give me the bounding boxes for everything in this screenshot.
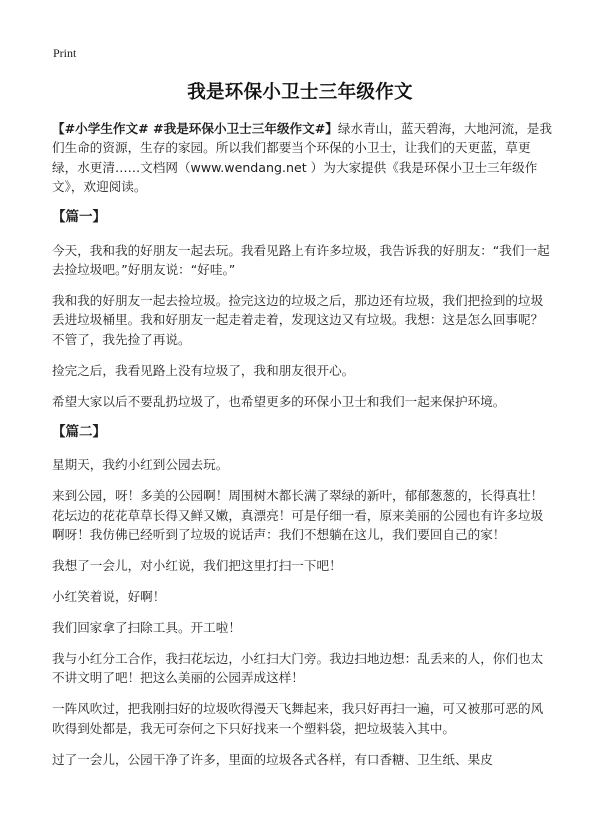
paragraph: 捡完之后，我看见路上没有垃圾了，我和朋友很开心。 (52, 362, 355, 378)
paragraph: 我和我的好朋友一起去捡垃圾。捡完这边的垃圾之后，那边还有垃圾，我们把捡到的垃圾丢进垃圾桶里。我和好朋友一起走着走着，发现这边又有垃圾。我想：这是怎么回事呢？不管了，我先捡了再说。 (52, 293, 544, 347)
paragraph: 希望大家以后不要乱扔垃圾了，也希望更多的环保小卫士和我们一起来保护环境。 (52, 393, 506, 409)
paragraph: 小红笑着说，好啊！ (52, 589, 166, 605)
paragraph: 我与小红分工合作，我扫花坛边，小红扫大门旁。我边扫地边想：乱丢来的人，你们也太不讲文明了吧！把这么美丽的公园弄成这样！ (52, 651, 544, 686)
paragraph: 一阵风吹过，把我刚扫好的垃圾吹得漫天飞舞起来，我只好再扫一遍，可又被那可恶的风吹得到处都是，我无可奈何之下只好找来一个塑料袋，把垃圾装入其中。 (52, 701, 544, 736)
article-body (52, 119, 552, 781)
intro-tags: 【#小学生作文# #我是环保小卫士三年级作文#】 (52, 121, 338, 136)
section-heading-1: 【篇一】 (52, 209, 106, 226)
paragraph: 过了一会儿，公园干净了许多，里面的垃圾各式各样，有口香糖、卫生纸、果皮 (52, 751, 493, 767)
paragraph: 星期天，我约小红到公园去玩。 (52, 457, 229, 473)
page-title: 我是环保小卫士三年级作文 (187, 82, 413, 103)
print-label: Print (53, 46, 77, 60)
intro-paragraph (52, 119, 552, 197)
intro-text: 绿水青山，蓝天碧海，大地河流，是我们生命的资源，生存的家园。所以我们都要当个环保的小卫士，让我们的天更蓝，草更绿，水更清……文档网（www.wendang.net ）为大家提供《我是环保小卫士三年级作文》，欢迎阅读。 (52, 121, 552, 195)
section-heading-2: 【篇二】 (52, 423, 106, 440)
paragraph: 我们回家拿了扫除工具。开工啦！ (52, 620, 241, 636)
paragraph: 今天，我和我的好朋友一起去玩。我看见路上有许多垃圾，我告诉我的好朋友：“我们一起去捡垃圾吧。”好朋友说：“好哇。” (52, 242, 550, 278)
paragraph: 我想了一会儿，对小红说，我们把这里打扫一下吧！ (52, 558, 342, 574)
paragraph: 来到公园，呀！多美的公园啊！周围树木都长满了翠绿的新叶，郁郁葱葱的，长得真壮！花坛边的花花草草长得又鲜又嫩，真漂亮！可是仔细一看，原来美丽的公园也有许多垃圾啊呀！我仿佛已经听到了垃圾的说话声：我们不想躺在这儿，我们要回自己的家！ (52, 488, 544, 543)
